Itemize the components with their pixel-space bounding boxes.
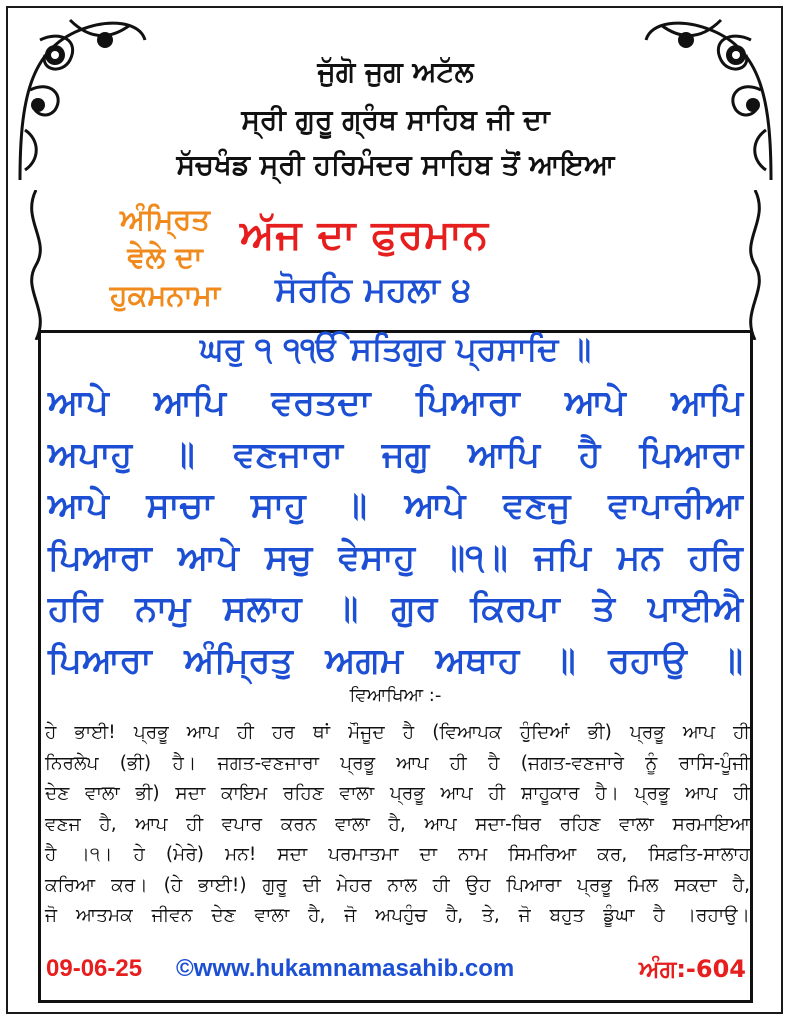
- shabad-line: ਅਪਾਹੁ ॥ ਵਣਜਾਰਾ ਜਗੁ ਆਪਿ ਹੈ ਪਿਆਰਾ: [48, 434, 743, 475]
- amritvela-badge: [70, 200, 260, 314]
- badge-line-2: ਵੇਲੇ ਦਾ: [127, 240, 203, 274]
- vyakhya-line: ਹੈ ।੧। ਹੇ (ਮੇਰੇ) ਮਨ! ਸਦਾ ਪਰਮਾਤਮਾ ਦਾ ਨਾਮ ਸਿਮਰਿਆ ਕਰ, ਸਿਫ਼ਤਿ-ਸਾਲਾਹ: [45, 844, 750, 865]
- shabad-line: ਪਿਆਰਾ ਅੰਮ੍ਰਿਤੁ ਅਗਮ ਅਥਾਹ ॥ ਰਹਾਉ ॥: [48, 640, 743, 681]
- footer-ang-number: ਅੰਗ:-604: [638, 955, 746, 983]
- header-line-2: ਸ੍ਰੀ ਗੁਰੂ ਗ੍ਰੰਥ ਸਾਹਿਬ ਜੀ ਦਾ: [241, 103, 550, 136]
- vyakhya-heading: ਵਿਆਖਿਆ :-: [349, 685, 442, 706]
- shabad-line: ਆਪੇ ਸਾਚਾ ਸਾਹੁ ॥ ਆਪੇ ਵਣਜੁ ਵਾਪਾਰੀਆ: [48, 486, 743, 526]
- raag-heading: ਸੋਰਠਿ ਮਹਲਾ ੪: [275, 270, 472, 310]
- vyakhya-text: [45, 718, 750, 932]
- vyakhya-line: ਵਣਜ ਹੈ, ਆਪ ਹੀ ਵਪਾਰ ਕਰਨ ਵਾਲਾ ਹੈ, ਆਪ ਸਦਾ-ਥਿਰ ਰਹਿਣ ਵਾਲਾ ਸਰਮਾਇਆ: [45, 813, 750, 835]
- side-swirl-left-icon: [16, 190, 56, 340]
- header-line-3: ਸੱਚਖੰਡ ਸ੍ਰੀ ਹਰਿਮੰਦਰ ਸਾਹਿਬ ਤੋਂ ਆਇਆ: [176, 148, 615, 181]
- mangal-line: ਘਰੁ ੧ ੧ੴ ਸਤਿਗੁਰ ਪ੍ਰਸਾਦਿ ॥: [199, 330, 592, 368]
- vyakhya-line: ਦੇਣ ਵਾਲਾ ਭੀ) ਸਦਾ ਕਾਇਮ ਰਹਿਣ ਵਾਲਾ ਪ੍ਰਭੂ ਆਪ ਹੀ ਸ਼ਾਹੂਕਾਰ ਹੈ। ਪ੍ਰਭੂ ਆਪ ਹੀ: [45, 783, 750, 804]
- header-line-1: ਜੁੱਗੋ ਜੁਗ ਅਟੱਲ: [317, 55, 474, 88]
- badge-line-3: ਹੁਕਮਨਾਮਾ: [109, 278, 221, 312]
- side-swirl-right-icon: [735, 190, 775, 340]
- vyakhya-line: ਕਰਿਆ ਕਰ। (ਹੇ ਭਾਈ!) ਗੁਰੂ ਦੀ ਮੇਹਰ ਨਾਲ ਹੀ ਉਹ ਪਿਆਰਾ ਪ੍ਰਭੂ ਮਿਲ ਸਕਦਾ ਹੈ,: [45, 874, 750, 896]
- footer-website-link[interactable]: ©www.hukamnamasahib.com: [176, 955, 515, 982]
- shabad-line: ਆਪੇ ਆਪਿ ਵਰਤਦਾ ਪਿਆਰਾ ਆਪੇ ਆਪਿ: [48, 383, 743, 423]
- vyakhya-line: ਨਿਰਲੇਪ (ਭੀ) ਹੈ। ਜਗਤ-ਵਣਜਾਰਾ ਪ੍ਰਭੂ ਆਪ ਹੀ ਹੈ (ਜਗਤ-ਵਣਜਾਰੇ ਨੂੰ ਰਾਸਿ-ਪੂੰਜੀ: [45, 752, 750, 774]
- shabad-text: [48, 378, 743, 687]
- badge-line-1: ਅੰਮ੍ਰਿਤ: [120, 202, 210, 236]
- page-title: ਅੱਜ ਦਾ ਫੁਰਮਾਨ: [240, 212, 489, 258]
- vyakhya-line: ਹੇ ਭਾਈ! ਪ੍ਰਭੂ ਆਪ ਹੀ ਹਰ ਥਾਂ ਮੌਜੂਦ ਹੈ (ਵਿਆਪਕ ਹੁੰਦਿਆਂ ਭੀ) ਪ੍ਰਭੂ ਆਪ ਹੀ: [45, 722, 750, 743]
- footer-date: 09-06-25: [46, 955, 143, 982]
- shabad-line: ਪਿਆਰਾ ਆਪੇ ਸਚੁ ਵੇਸਾਹੁ ॥੧॥ ਜਪਿ ਮਨ ਹਰਿ: [48, 537, 743, 578]
- shabad-line: ਹਰਿ ਨਾਮੁ ਸਲਾਹ ॥ ਗੁਰ ਕਿਰਪਾ ਤੇ ਪਾਈਐ: [48, 589, 743, 629]
- vyakhya-line: ਜੋ ਆਤਮਕ ਜੀਵਨ ਦੇਣ ਵਾਲਾ ਹੈ, ਜੋ ਅਪਹੁੰਚ ਹੈ, ਤੇ, ਜੋ ਬਹੁਤ ਡੂੰਘਾ ਹੈ ।ਰਹਾਉ।: [45, 905, 750, 926]
